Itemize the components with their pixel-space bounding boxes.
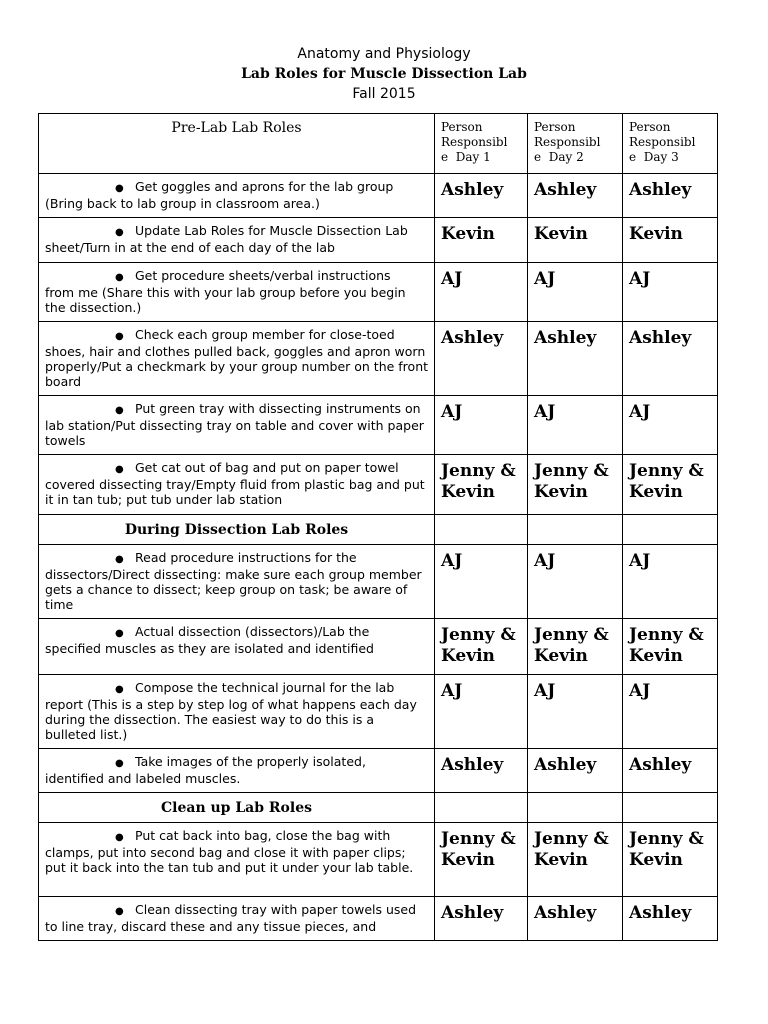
person-day-3: Ashley (623, 897, 718, 941)
person-day-3: Ashley (623, 749, 718, 793)
person-day-1: AJ (435, 263, 528, 322)
bullet-icon: ● (115, 227, 124, 238)
person-day-1: Ashley (435, 749, 528, 793)
person-day-3: Jenny & Kevin (623, 823, 718, 897)
person-day-2: Jenny & Kevin (528, 455, 623, 515)
person-day-1: Jenny & Kevin (435, 619, 528, 675)
person-day-1: Kevin (435, 218, 528, 263)
person-day-3: Jenny & Kevin (623, 619, 718, 675)
person-day-2: AJ (528, 675, 623, 749)
person-day-2: AJ (528, 545, 623, 619)
person-day-2: Jenny & Kevin (528, 619, 623, 675)
task-text: (Bring back to lab group in classroom area.) (45, 196, 320, 211)
task-cell (39, 174, 435, 218)
task-text-first-line: Get procedure sheets/verbal instructions (135, 268, 391, 283)
task-text-first-line: Actual dissection (dissectors)/Lab the (135, 624, 370, 639)
empty-cell (623, 515, 718, 545)
person-day-1: AJ (435, 545, 528, 619)
person-day-2: Kevin (528, 218, 623, 263)
task-text: dissectors/Direct dissecting: make sure each group member gets a chance to dissect; keep group on task; be aware of time (45, 567, 422, 612)
clean-up-header: Clean up Lab Roles (39, 793, 435, 823)
table-row (39, 174, 718, 218)
task-cell (39, 675, 435, 749)
task-cell (39, 897, 435, 941)
table-header-row (39, 114, 718, 174)
task-cell (39, 455, 435, 515)
document-title: Lab Roles for Muscle Dissection Lab (241, 66, 527, 82)
empty-cell (435, 515, 528, 545)
empty-cell (528, 515, 623, 545)
task-text-first-line: Get goggles and aprons for the lab group (135, 179, 394, 194)
table-row (39, 675, 718, 749)
person-day-3: AJ (623, 675, 718, 749)
bullet-icon: ● (115, 183, 124, 194)
pre-lab-roles-header: Pre-Lab Lab Roles (39, 114, 435, 174)
person-day-3: AJ (623, 263, 718, 322)
task-text-first-line: Get cat out of bag and put on paper towel (135, 460, 399, 475)
task-cell (39, 823, 435, 897)
person-day-2: AJ (528, 263, 623, 322)
task-text-first-line: Clean dissecting tray with paper towels used (135, 902, 417, 917)
table-row (39, 218, 718, 263)
task-text-first-line: Put green tray with dissecting instruments on (135, 401, 421, 416)
person-day-3: AJ (623, 545, 718, 619)
table-row (39, 545, 718, 619)
person-day-3: Kevin (623, 218, 718, 263)
during-dissection-header: During Dissection Lab Roles (39, 515, 435, 545)
person-day-1: Ashley (435, 897, 528, 941)
task-text: specified muscles as they are isolated and identified (45, 641, 374, 656)
bullet-icon: ● (115, 906, 124, 917)
task-text: from me (Share this with your lab group before you begin the dissection.) (45, 285, 406, 315)
task-text: covered dissecting tray/Empty fluid from plastic bag and put it in tan tub; put tub under lab station (45, 477, 425, 507)
term: Fall 2015 (352, 86, 416, 102)
task-text: clamps, put into second bag and close it with paper clips; put it back into the tan tub and put it under your lab table. (45, 845, 414, 875)
empty-cell (528, 793, 623, 823)
person-day-2: Ashley (528, 749, 623, 793)
bullet-icon: ● (115, 464, 124, 475)
course-name: Anatomy and Physiology (297, 46, 471, 62)
task-cell (39, 749, 435, 793)
person-day-1: Jenny & Kevin (435, 455, 528, 515)
task-text-first-line: Update Lab Roles for Muscle Dissection Lab (135, 223, 408, 238)
task-text-first-line: Read procedure instructions for the (135, 550, 357, 565)
section-row (39, 793, 718, 823)
task-text: report (This is a step by step log of what happens each day during the dissection. The easiest way to do this is a bulleted list.) (45, 697, 417, 742)
bullet-icon: ● (115, 554, 124, 565)
person-day-2: Ashley (528, 897, 623, 941)
task-text-first-line: Put cat back into bag, close the bag with (135, 828, 391, 843)
person-day-1: AJ (435, 396, 528, 455)
person-day-2: AJ (528, 396, 623, 455)
bullet-icon: ● (115, 331, 124, 342)
bullet-icon: ● (115, 628, 124, 639)
person-day-3: AJ (623, 396, 718, 455)
empty-cell (435, 793, 528, 823)
table-row (39, 619, 718, 675)
person-day-1: AJ (435, 675, 528, 749)
bullet-icon: ● (115, 832, 124, 843)
person-day-2: Ashley (528, 322, 623, 396)
table-row (39, 749, 718, 793)
bullet-icon: ● (115, 684, 124, 695)
person-day-3: Ashley (623, 322, 718, 396)
task-cell (39, 545, 435, 619)
person-day-1: Ashley (435, 174, 528, 218)
task-text-first-line: Check each group member for close-toed (135, 327, 395, 342)
table-row (39, 396, 718, 455)
task-text-first-line: Take images of the properly isolated, (135, 754, 366, 769)
task-cell (39, 322, 435, 396)
table-row (39, 823, 718, 897)
table-row (39, 897, 718, 941)
day-1-header: Person Responsibl e Day 1 (435, 114, 528, 174)
day-2-header: Person Responsibl e Day 2 (528, 114, 623, 174)
person-day-3: Ashley (623, 174, 718, 218)
empty-cell (623, 793, 718, 823)
section-row (39, 515, 718, 545)
task-text: to line tray, discard these and any tissue pieces, and (45, 919, 377, 934)
lab-roles-table (38, 113, 718, 941)
bullet-icon: ● (115, 758, 124, 769)
document-header (0, 44, 768, 104)
person-day-3: Jenny & Kevin (623, 455, 718, 515)
person-day-2: Ashley (528, 174, 623, 218)
table-row (39, 455, 718, 515)
task-cell (39, 263, 435, 322)
task-text: lab station/Put dissecting tray on table and cover with paper towels (45, 418, 424, 448)
day-3-header: Person Responsibl e Day 3 (623, 114, 718, 174)
task-text: shoes, hair and clothes pulled back, goggles and apron worn properly/Put a checkmark by your group number on the front board (45, 344, 429, 389)
person-day-1: Ashley (435, 322, 528, 396)
person-day-2: Jenny & Kevin (528, 823, 623, 897)
person-day-1: Jenny & Kevin (435, 823, 528, 897)
task-text: identified and labeled muscles. (45, 771, 241, 786)
bullet-icon: ● (115, 405, 124, 416)
table-row (39, 263, 718, 322)
bullet-icon: ● (115, 272, 124, 283)
task-text-first-line: Compose the technical journal for the lab (135, 680, 395, 695)
task-cell (39, 396, 435, 455)
task-cell (39, 218, 435, 263)
table-row (39, 322, 718, 396)
task-text: sheet/Turn in at the end of each day of the lab (45, 240, 335, 255)
task-cell (39, 619, 435, 675)
